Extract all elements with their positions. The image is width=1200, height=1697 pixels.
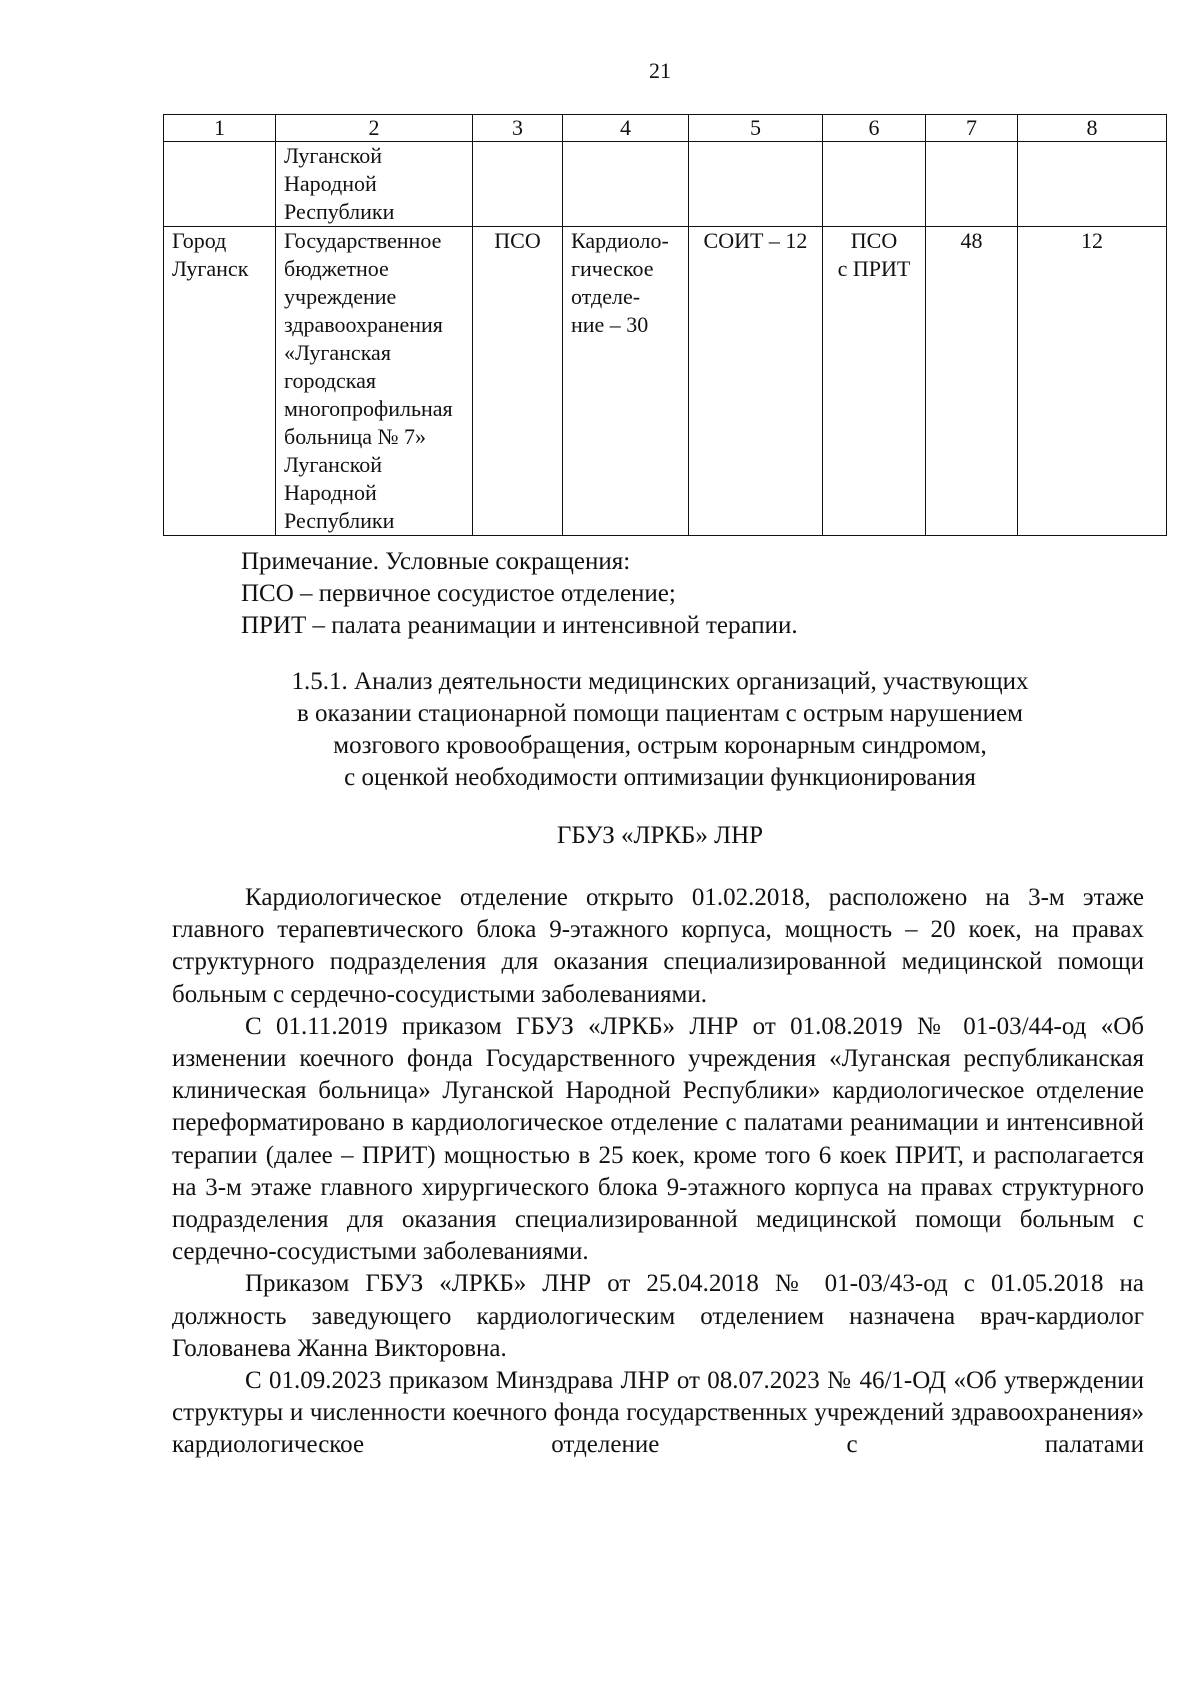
note-item: ПРИТ – палата реанимации и интенсивной терапии.: [241, 612, 798, 639]
column-header: 3: [473, 115, 563, 142]
cell-beds-icu: 12: [1018, 227, 1167, 536]
column-header: 7: [926, 115, 1018, 142]
cell-type: [473, 142, 563, 227]
column-header: 8: [1018, 115, 1167, 142]
subsection-line: 1.5.1. Анализ деятельности медицинских организаций, участвующих: [291, 668, 1029, 695]
table-row: [164, 227, 1167, 536]
cell-department: Кардиоло- гическое отделе- ние – 30: [563, 227, 689, 536]
cell-beds-total: [926, 142, 1018, 227]
column-header: 4: [563, 115, 689, 142]
cell-beds-total: 48: [926, 227, 1018, 536]
column-header: 5: [689, 115, 823, 142]
hospital-table: [163, 114, 1167, 536]
cell-icu: СОИТ – 12: [689, 227, 823, 536]
cell-department: [563, 142, 689, 227]
cell-institution: Государственное бюджетное учреждение здравоохранения «Луганская городская многопрофильная больница № 7» Луганской Народной Республики: [276, 227, 473, 536]
body-text: [172, 882, 1144, 1462]
paragraph: С 01.11.2019 приказом ГБУЗ «ЛРКБ» ЛНР от 01.08.2019 № 01-03/44-од «Об изменении коечного фонда Государственного учреждения «Луганская республиканская клиническая больница» Луганской Народной Республики» кардиологическое отделение переформатировано в кардиологическое отделение с палатами реанимации и интенсивной терапии (далее – ПРИТ) мощностью в 25 коек, кроме того 6 коек ПРИТ, и располагается на 3-м этаже главного хирургического блока 9-этажного корпуса на правах структурного подразделения для оказания специализированной медицинской помощи больным с сердечно-сосудистыми заболеваниями.: [172, 1012, 1144, 1266]
column-header: 6: [823, 115, 926, 142]
cell-category: [823, 142, 926, 227]
cell-beds-icu: [1018, 142, 1167, 227]
note-title: Примечание. Условные сокращения:: [241, 548, 631, 575]
paragraph: Приказом ГБУЗ «ЛРКБ» ЛНР от 25.04.2018 № 01-03/43-од с 01.05.2018 на должность заведующего кардиологическим отделением назначена врач-кардиолог Голованева Жанна Викторовна.: [172, 1270, 1144, 1362]
organization-heading: ГБУЗ «ЛРКБ» ЛНР: [556, 822, 764, 849]
note-item: ПСО – первичное сосудистое отделение;: [241, 580, 676, 607]
abbreviations-note: [241, 546, 1141, 642]
table-row: [164, 142, 1167, 227]
cell-institution: Луганской Народной Республики: [276, 142, 473, 227]
column-header: 2: [276, 115, 473, 142]
cell-city: Город Луганск: [164, 227, 276, 536]
paragraph: С 01.09.2023 приказом Минздрава ЛНР от 08.07.2023 № 46/1-ОД «Об утверждении структуры и численности коечного фонда государственных учреждений здравоохранения» кардиологическое отделение с палатами: [172, 1367, 1144, 1459]
cell-city: [164, 142, 276, 227]
paragraph: Кардиологическое отделение открыто 01.02.2018, расположено на 3-м этаже главного терапевтического блока 9-этажного корпуса, мощность – 20 коек, на правах структурного подразделения для оказания специализированной медицинской помощи больным с сердечно-сосудистыми заболеваниями.: [172, 884, 1144, 1008]
subsection-line: с оценкой необходимости оптимизации функционирования: [344, 764, 976, 791]
table-header-row: [164, 115, 1167, 142]
column-header: 1: [164, 115, 276, 142]
cell-category: ПСО с ПРИТ: [823, 227, 926, 536]
cell-icu: [689, 142, 823, 227]
cell-type: ПСО: [473, 227, 563, 536]
subsection-heading: [230, 666, 1090, 794]
page-number: 21: [649, 58, 671, 83]
subsection-line: в оказании стационарной помощи пациентам с острым нарушением: [297, 700, 1023, 727]
subsection-line: мозгового кровообращения, острым коронарным синдромом,: [333, 732, 987, 759]
